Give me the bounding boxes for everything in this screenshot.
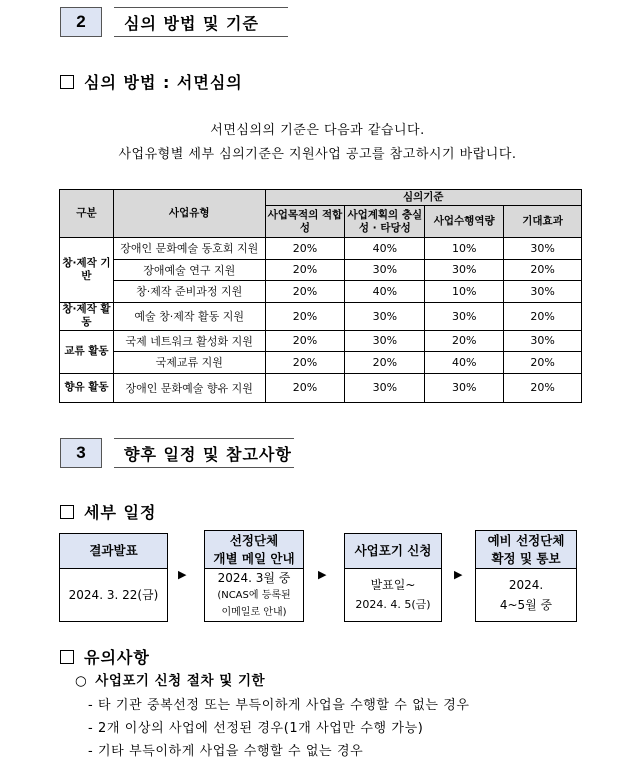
- value-cell: 40%: [425, 352, 504, 374]
- value-cell: 20%: [345, 352, 425, 374]
- arrow-right-icon: ▶: [318, 568, 327, 581]
- notes-item: - 기타 부득이하게 사업을 수행할 수 없는 경우: [88, 744, 364, 759]
- intro-line-1: 서면심의의 기준은 다음과 같습니다.: [210, 123, 425, 138]
- step-title: [476, 531, 576, 569]
- checkbox-square-icon: [60, 75, 74, 89]
- step-title-line: 확정 및 통보: [491, 550, 561, 566]
- value-cell: 20%: [425, 330, 504, 352]
- value-cell: 40%: [345, 238, 425, 260]
- step-title-line: 사업포기 신청: [354, 543, 432, 558]
- step-body-line: 발표일~: [370, 578, 416, 592]
- category-cell: 창·제작 활동: [60, 302, 114, 330]
- notes-bullet-text: 사업포기 신청 절차 및 기한: [95, 673, 266, 689]
- header-category: 구분: [60, 190, 114, 238]
- value-cell: 20%: [504, 259, 582, 281]
- value-cell: 20%: [504, 352, 582, 374]
- schedule-step-results: [59, 533, 168, 622]
- table-row: [60, 238, 582, 260]
- header-criterion-capacity: 사업수행역량: [425, 206, 504, 238]
- intro-line-2: 사업유형별 세부 심의기준은 지원사업 공고를 참고하시기 바랍니다.: [118, 147, 517, 162]
- value-cell: 20%: [265, 302, 345, 330]
- value-cell: 20%: [265, 259, 345, 281]
- checkbox-square-icon: [60, 650, 74, 664]
- header-criterion-effect: 기대효과: [504, 206, 582, 238]
- section-3-title: 향후 일정 및 참고사항: [114, 438, 294, 468]
- table-row: [60, 281, 582, 303]
- step-title-line: 개별 메일 안내: [213, 550, 295, 566]
- schedule-heading: [60, 500, 156, 523]
- category-cell: 향유 활동: [60, 373, 114, 402]
- schedule-step-withdrawal: [344, 533, 442, 622]
- header-criterion-plan: 사업계획의 충실성 · 타당성: [345, 206, 425, 238]
- step-body: [60, 569, 167, 621]
- value-cell: 30%: [345, 302, 425, 330]
- notes-heading: [60, 645, 150, 668]
- header-criteria-group: 심의기준: [265, 190, 581, 206]
- value-cell: 30%: [345, 330, 425, 352]
- table-row: [60, 352, 582, 374]
- step-title: [205, 531, 303, 569]
- review-method-text: 심의 방법 : 서면심의: [84, 73, 243, 92]
- table-row: [60, 373, 582, 402]
- step-title: [60, 534, 167, 569]
- value-cell: 30%: [504, 330, 582, 352]
- value-cell: 20%: [504, 373, 582, 402]
- value-cell: 20%: [504, 302, 582, 330]
- type-cell: 예술 창·제작 활동 지원: [113, 302, 265, 330]
- header-type: 사업유형: [113, 190, 265, 238]
- value-cell: 20%: [265, 373, 345, 402]
- section-3-header: [60, 438, 294, 468]
- schedule-step-email: [204, 530, 304, 622]
- notes-item: - 타 기관 중복선정 또는 부득이하게 사업을 수행할 수 없는 경우: [88, 698, 470, 713]
- notes-item: - 2개 이상의 사업에 선정된 경우(1개 사업만 수행 가능): [88, 721, 424, 736]
- table-row: [60, 302, 582, 330]
- arrow-right-icon: ▶: [178, 568, 187, 581]
- category-cell: 창·제작 기반: [60, 238, 114, 303]
- table-row: [60, 330, 582, 352]
- value-cell: 20%: [265, 238, 345, 260]
- step-title-line: 예비 선정단체: [487, 532, 565, 548]
- step-body: [476, 569, 576, 621]
- step-body-line: 2024.: [508, 578, 544, 592]
- review-method-heading: [60, 70, 243, 93]
- value-cell: 20%: [265, 330, 345, 352]
- value-cell: 30%: [425, 259, 504, 281]
- notes-bullet: [75, 669, 265, 689]
- schedule-step-confirm: [475, 530, 577, 622]
- step-body-line: 4~5월 중: [499, 598, 553, 612]
- type-cell: 국제교류 지원: [113, 352, 265, 374]
- section-2-title: 심의 방법 및 기준: [114, 7, 288, 37]
- value-cell: 30%: [345, 259, 425, 281]
- type-cell: 장애예술 연구 지원: [113, 259, 265, 281]
- table-row: [60, 259, 582, 281]
- section-2-number: 2: [60, 7, 102, 37]
- arrow-right-icon: ▶: [454, 568, 463, 581]
- value-cell: 10%: [425, 281, 504, 303]
- type-cell: 창·제작 준비과정 지원: [113, 281, 265, 303]
- schedule-heading-text: 세부 일정: [84, 503, 157, 522]
- value-cell: 40%: [345, 281, 425, 303]
- value-cell: 30%: [504, 281, 582, 303]
- value-cell: 30%: [425, 373, 504, 402]
- value-cell: 20%: [265, 281, 345, 303]
- step-body-line: 2024. 4. 5(금): [355, 598, 431, 611]
- step-body: [345, 569, 441, 621]
- type-cell: 국제 네트워크 활성화 지원: [113, 330, 265, 352]
- type-cell: 장애인 문화예술 동호회 지원: [113, 238, 265, 260]
- category-cell: 교류 활동: [60, 330, 114, 373]
- value-cell: 30%: [504, 238, 582, 260]
- step-body-line: 이메일로 안내): [221, 606, 287, 618]
- step-body-line: (NCAS에 등록된: [217, 589, 291, 601]
- value-cell: 30%: [425, 302, 504, 330]
- step-title-line: 선정단체: [229, 532, 279, 548]
- type-cell: 장애인 문화예술 향유 지원: [113, 373, 265, 402]
- step-body-line: 2024. 3. 22(금): [68, 588, 159, 602]
- value-cell: 30%: [345, 373, 425, 402]
- step-title-line: 결과발표: [89, 543, 138, 558]
- header-criterion-purpose: 사업목적의 적합성: [265, 206, 345, 238]
- section-2-header: [60, 7, 288, 37]
- step-body-line: 2024. 3월 중: [217, 570, 291, 585]
- value-cell: 20%: [265, 352, 345, 374]
- checkbox-square-icon: [60, 505, 74, 519]
- circle-bullet-icon: ○: [75, 673, 88, 689]
- value-cell: 10%: [425, 238, 504, 260]
- notes-heading-text: 유의사항: [84, 648, 150, 667]
- section-3-number: 3: [60, 438, 102, 468]
- step-title: [345, 534, 441, 569]
- step-body: [205, 569, 303, 621]
- review-criteria-table: [59, 189, 582, 403]
